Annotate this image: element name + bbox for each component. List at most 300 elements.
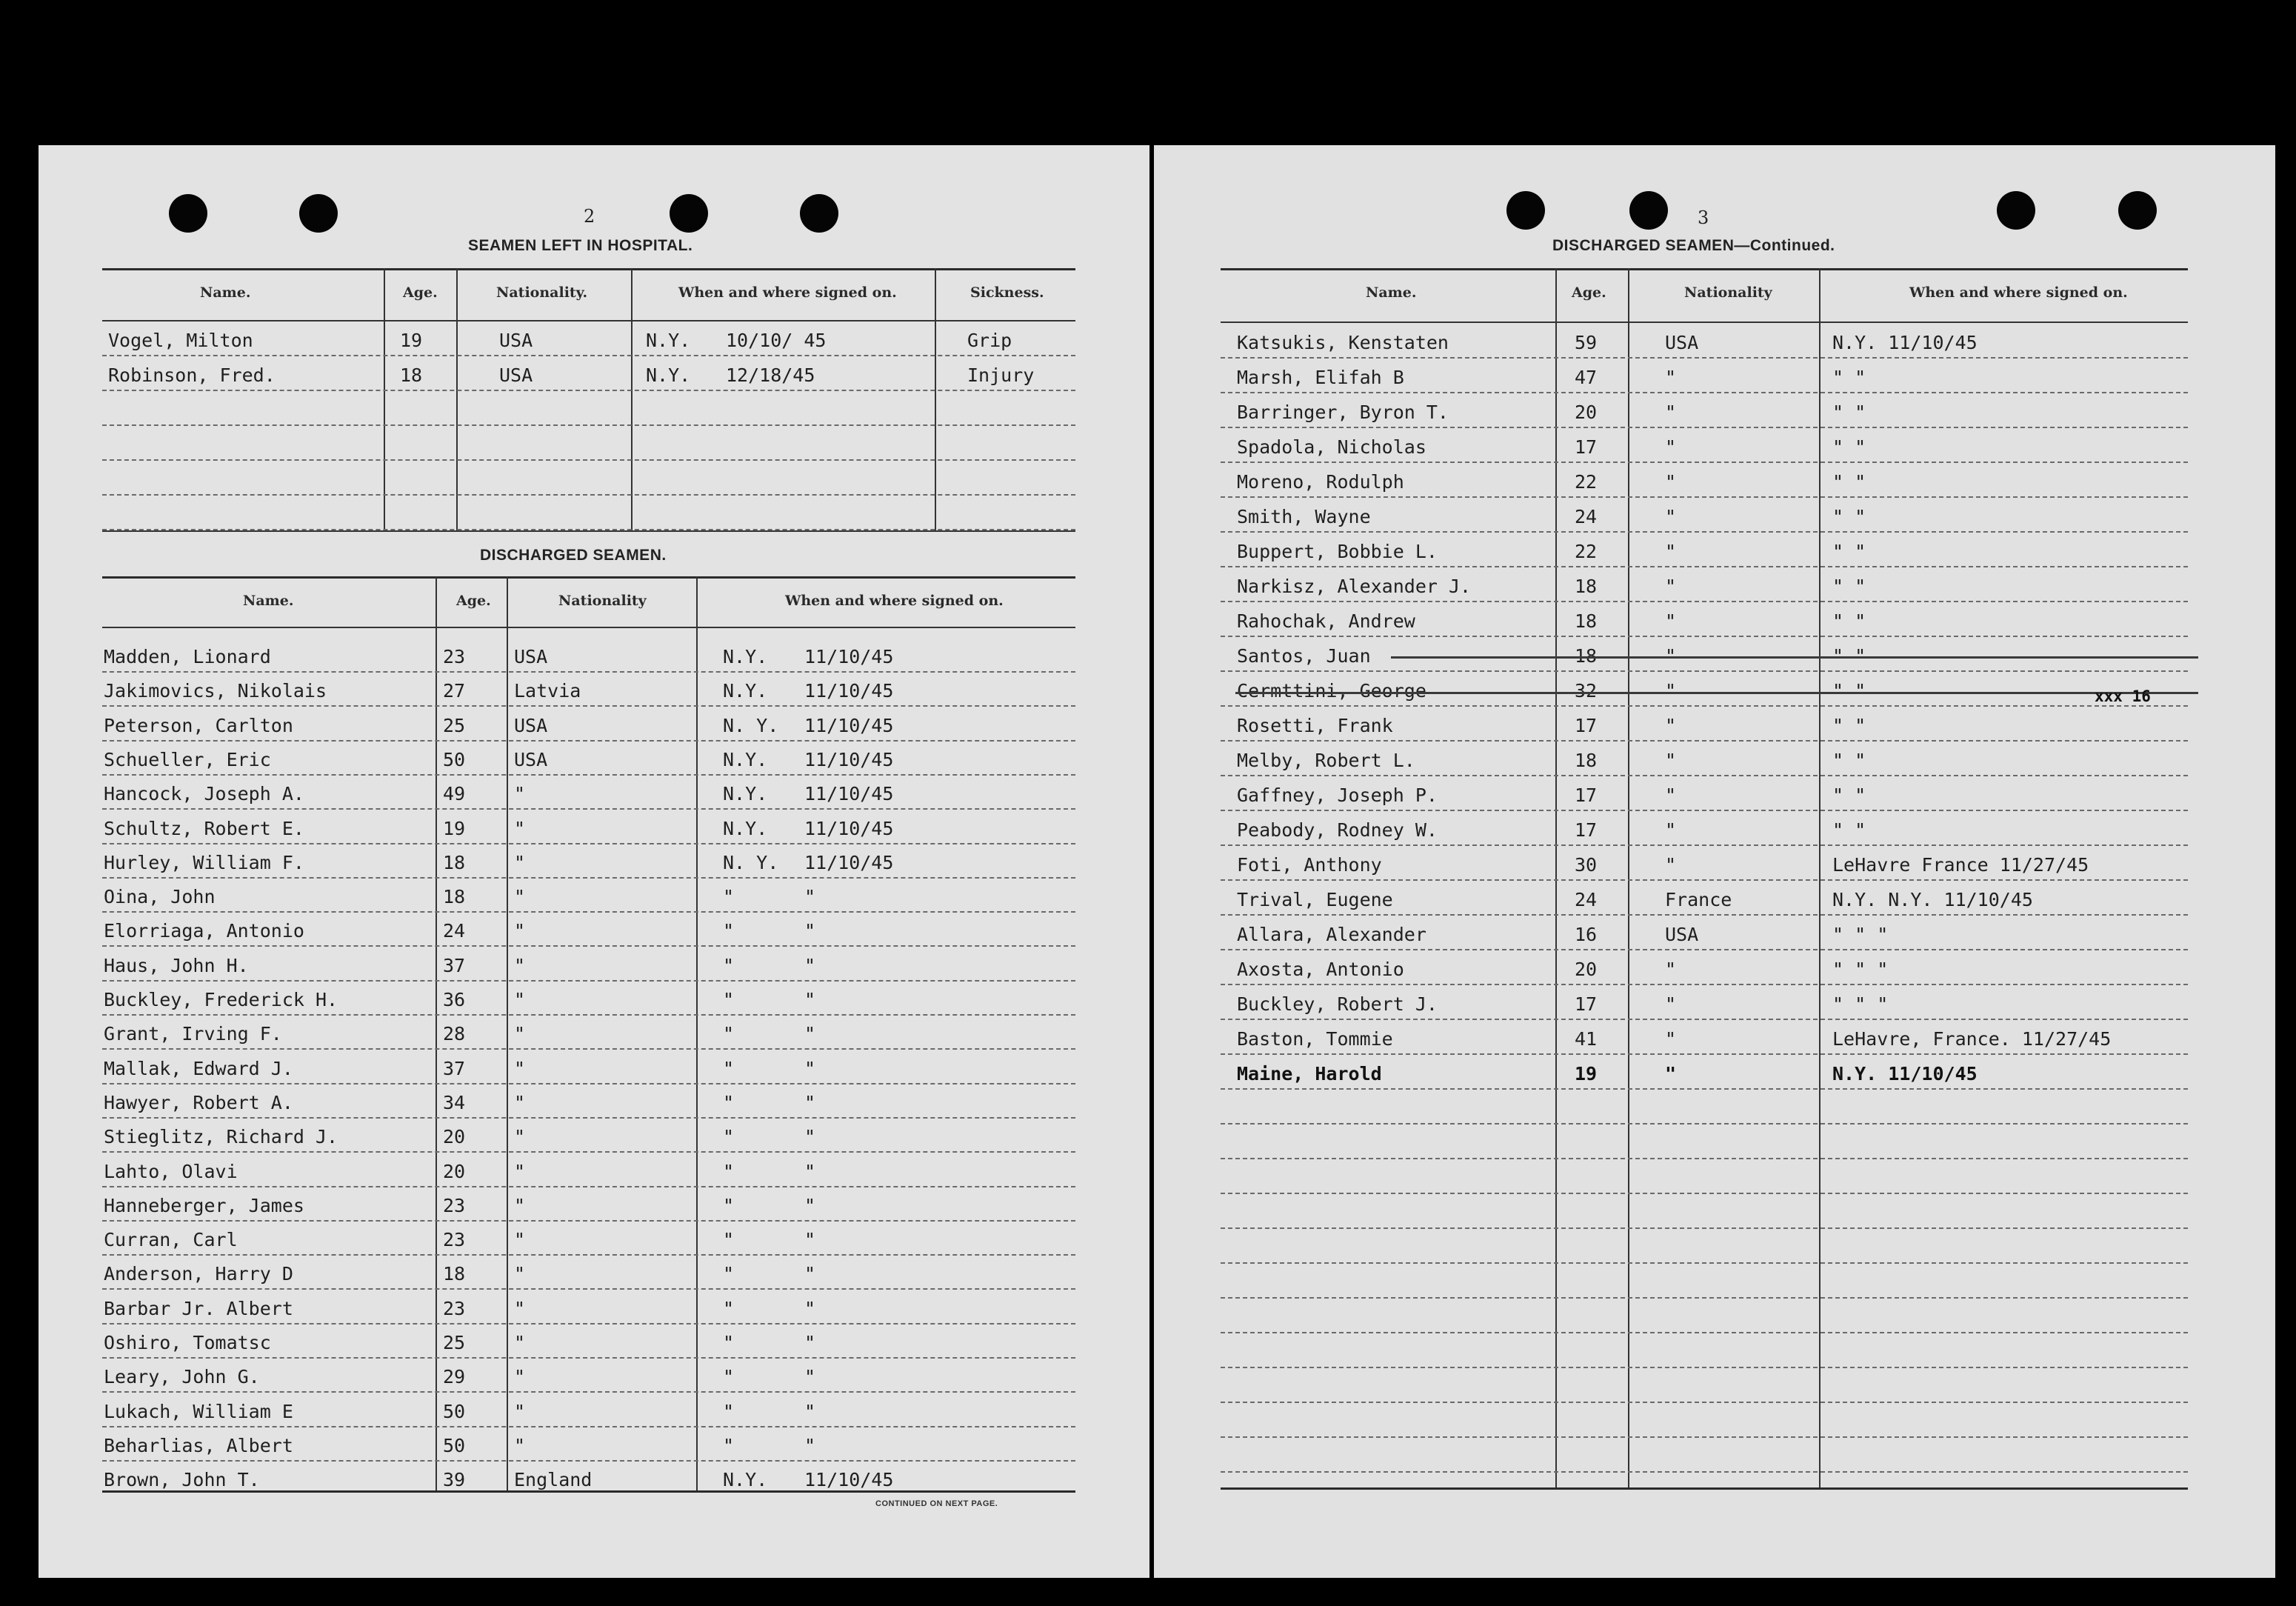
cell-place: N.Y.	[723, 1469, 768, 1491]
cell-age: 47	[1575, 367, 1598, 388]
row-rule	[102, 424, 1075, 426]
cell-date: "	[804, 954, 816, 976]
cell-nationality: "	[514, 1160, 526, 1182]
row-rule	[1221, 1053, 2188, 1055]
cell-nationality: USA	[514, 646, 548, 667]
cell-place: "	[723, 1023, 735, 1045]
row-rule	[1221, 775, 2188, 776]
row-rule	[1221, 914, 2188, 916]
cell-age: 20	[1575, 959, 1598, 980]
cell-date: "	[804, 1297, 816, 1319]
left-page	[39, 145, 1149, 1578]
cell-nationality: USA	[1665, 924, 1699, 945]
column-header: Nationality.	[496, 284, 588, 301]
cell-age: 24	[443, 920, 466, 942]
row-rule	[1221, 1262, 2188, 1264]
row-rule	[102, 1220, 1075, 1222]
cell-nationality: "	[1665, 471, 1677, 493]
cell-nationality: "	[514, 1194, 526, 1216]
cell-name: Vogel, Milton	[108, 330, 253, 351]
column-header: Age.	[1572, 284, 1606, 301]
cell-nationality: "	[1665, 645, 1677, 667]
punch-hole-icon	[299, 194, 338, 233]
punch-hole-icon	[800, 194, 838, 233]
cell-nationality: "	[514, 1434, 526, 1456]
cell-place: "	[723, 1160, 735, 1182]
cell-place: "	[723, 1434, 735, 1456]
cell-age: 18	[443, 886, 466, 908]
cell-name: Moreno, Rodulph	[1237, 471, 1404, 493]
cell-place: N.Y.	[723, 783, 768, 805]
cell-name: Axosta, Antonio	[1237, 959, 1404, 980]
column-header: Name.	[200, 284, 251, 301]
cell-nationality: "	[1665, 576, 1677, 597]
cell-age: 29	[443, 1366, 466, 1388]
column-header: When and where signed on.	[1909, 284, 2128, 301]
cell-name: Peterson, Carlton	[104, 714, 293, 736]
cell-nationality: USA	[499, 330, 533, 351]
cell-signed: " "	[1832, 367, 1866, 388]
cell-signed: " " "	[1832, 993, 1889, 1015]
row-rule	[102, 671, 1075, 673]
cell-nationality: "	[1665, 506, 1677, 527]
cell-nationality: "	[514, 1366, 526, 1388]
cell-name: Lukach, William E	[104, 1400, 293, 1422]
cell-signed: " "	[1832, 576, 1866, 597]
punch-hole-icon	[169, 194, 207, 233]
column-rule	[1819, 268, 1821, 1487]
cell-age: 17	[1575, 436, 1598, 458]
cell-sickness: Grip	[967, 330, 1012, 351]
row-rule	[1221, 740, 2188, 742]
cell-age: 49	[443, 783, 466, 805]
cell-age: 22	[1575, 541, 1598, 562]
cell-age: 20	[443, 1126, 466, 1148]
row-rule	[1221, 531, 2188, 533]
cell-signed: " "	[1832, 750, 1866, 771]
cell-nationality: "	[1665, 819, 1677, 841]
cell-place: N.Y.	[723, 748, 768, 770]
cell-name: Haus, John H.	[104, 954, 249, 976]
cell-nationality: "	[1665, 993, 1677, 1015]
discharged-section-title: DISCHARGED SEAMEN.	[480, 547, 667, 564]
row-rule	[102, 980, 1075, 982]
cell-name: Spadola, Nicholas	[1237, 436, 1426, 458]
cell-age: 50	[443, 1400, 466, 1422]
cell-date: 11/10/45	[804, 851, 894, 873]
row-rule	[102, 740, 1075, 742]
cell-place: "	[723, 1263, 735, 1285]
cell-place: "	[723, 1366, 735, 1388]
cell-place: N.Y.	[646, 330, 691, 351]
row-rule	[1221, 879, 2188, 881]
cell-name: Grant, Irving F.	[104, 1023, 282, 1045]
cell-nationality: "	[1665, 715, 1677, 736]
cell-place: "	[723, 1229, 735, 1251]
cell-age: 32	[1575, 680, 1598, 702]
row-rule	[1221, 1297, 2188, 1299]
row-rule	[1221, 1436, 2188, 1438]
cell-age: 18	[1575, 645, 1598, 667]
column-rule	[1555, 268, 1557, 1487]
cell-nationality: "	[514, 783, 526, 805]
cell-place: "	[723, 1332, 735, 1353]
cell-nationality: "	[514, 851, 526, 873]
column-rule	[696, 576, 698, 1490]
cell-age: 36	[443, 989, 466, 1010]
cell-age: 23	[443, 1194, 466, 1216]
cell-name: Beharlias, Albert	[104, 1434, 293, 1456]
row-rule	[102, 1357, 1075, 1359]
column-header: Nationality	[1684, 284, 1772, 301]
column-rule	[507, 576, 508, 1490]
column-rule	[631, 268, 633, 530]
cell-nationality: "	[514, 1126, 526, 1148]
cell-name: Hanneberger, James	[104, 1194, 304, 1216]
row-rule	[1221, 601, 2188, 602]
cell-name: Oshiro, Tomatsc	[104, 1332, 271, 1353]
row-rule	[1221, 636, 2188, 637]
column-rule	[1628, 268, 1629, 1487]
row-rule	[1221, 496, 2188, 498]
cell-date: "	[804, 1057, 816, 1079]
row-rule	[102, 1083, 1075, 1084]
cell-age: 25	[443, 714, 466, 736]
cell-age: 30	[1575, 854, 1598, 876]
row-rule	[102, 1048, 1075, 1050]
row-rule	[1221, 705, 2188, 707]
cell-date: "	[804, 1160, 816, 1182]
row-rule	[102, 877, 1075, 879]
cell-name: Schultz, Robert E.	[104, 817, 304, 839]
column-header: Name.	[243, 593, 294, 609]
row-rule	[1221, 1367, 2188, 1368]
cell-name: Smith, Wayne	[1237, 506, 1371, 527]
cell-nationality: "	[514, 1023, 526, 1045]
cell-age: 18	[1575, 750, 1598, 771]
cell-nationality: "	[1665, 436, 1677, 458]
hospital-section-title: SEAMEN LEFT IN HOSPITAL.	[468, 237, 693, 254]
page-number: 3	[1698, 207, 1709, 228]
cell-date: 12/18/45	[726, 364, 815, 386]
header-rule	[102, 320, 1075, 321]
row-rule	[102, 1460, 1075, 1462]
cell-place: "	[723, 954, 735, 976]
cell-place: N. Y.	[723, 714, 779, 736]
table-bottom-rule	[1221, 1487, 2188, 1490]
cell-name: Rosetti, Frank	[1237, 715, 1393, 736]
cell-nationality: "	[1665, 750, 1677, 771]
column-header: When and where signed on.	[785, 593, 1004, 609]
cell-date: "	[804, 1400, 816, 1422]
row-rule	[1221, 1088, 2188, 1090]
cell-name: Leary, John G.	[104, 1366, 260, 1388]
cell-age: 18	[400, 364, 423, 386]
row-rule	[1221, 1158, 2188, 1159]
cell-signed: N.Y. N.Y. 11/10/45	[1832, 889, 2033, 910]
row-rule	[1221, 357, 2188, 359]
cell-place: N.Y.	[723, 817, 768, 839]
cell-age: 17	[1575, 819, 1598, 841]
cell-name: Foti, Anthony	[1237, 854, 1382, 876]
cell-name: Gaffney, Joseph P.	[1237, 784, 1438, 806]
cell-nationality: USA	[514, 748, 548, 770]
cell-date: "	[804, 1366, 816, 1388]
cell-age: 19	[443, 817, 466, 839]
cell-name: Maine, Harold	[1237, 1063, 1382, 1084]
continued-section-title: DISCHARGED SEAMEN—Continued.	[1552, 237, 1835, 254]
row-rule	[1221, 1019, 2188, 1020]
cell-name: Mallak, Edward J.	[104, 1057, 293, 1079]
cell-nationality: "	[514, 886, 526, 908]
cell-date: "	[804, 1263, 816, 1285]
table-top-rule	[102, 576, 1075, 579]
cell-name: Buckley, Robert J.	[1237, 993, 1438, 1015]
cell-age: 19	[400, 330, 423, 351]
row-rule	[1221, 427, 2188, 428]
cell-signed: " " "	[1832, 959, 1889, 980]
cell-name: Brown, John T.	[104, 1469, 260, 1491]
cell-signed: " "	[1832, 402, 1866, 423]
cell-signed: " "	[1832, 541, 1866, 562]
cell-name: Trival, Eugene	[1237, 889, 1393, 910]
cell-name: Lahto, Olavi	[104, 1160, 238, 1182]
column-header: Nationality	[558, 593, 647, 609]
row-rule	[102, 355, 1075, 356]
cell-name: Oina, John	[104, 886, 216, 908]
cell-nationality: "	[514, 1229, 526, 1251]
row-rule	[1221, 1471, 2188, 1473]
row-rule	[1221, 949, 2188, 950]
cell-signed: LeHavre France 11/27/45	[1832, 854, 2089, 876]
cell-name: Allara, Alexander	[1237, 924, 1426, 945]
cell-name: Buppert, Bobbie L.	[1237, 541, 1438, 562]
cell-signed: " "	[1832, 506, 1866, 527]
cell-signed: " "	[1832, 680, 1866, 702]
cell-nationality: USA	[1665, 332, 1699, 353]
cell-name: Narkisz, Alexander J.	[1237, 576, 1472, 597]
row-rule	[102, 774, 1075, 776]
cell-signed: " "	[1832, 715, 1866, 736]
cell-date: "	[804, 1332, 816, 1353]
cell-place: "	[723, 1091, 735, 1113]
cell-name: Buckley, Frederick H.	[104, 989, 338, 1010]
hospital-bottom-rule	[102, 530, 1075, 532]
cell-date: 11/10/45	[804, 714, 894, 736]
cell-nationality: "	[514, 1297, 526, 1319]
cell-nationality: "	[1665, 784, 1677, 806]
row-rule	[1221, 1402, 2188, 1403]
cell-nationality: "	[1665, 680, 1677, 702]
punch-hole-icon	[1629, 191, 1668, 230]
cell-nationality: USA	[499, 364, 533, 386]
cell-age: 41	[1575, 1028, 1598, 1050]
cell-sickness: Injury	[967, 364, 1035, 386]
cell-age: 23	[443, 1229, 466, 1251]
cell-nationality: "	[514, 1057, 526, 1079]
row-rule	[102, 1254, 1075, 1256]
row-rule	[102, 1186, 1075, 1187]
cell-signed: " "	[1832, 784, 1866, 806]
row-rule	[102, 911, 1075, 913]
cell-date: "	[804, 989, 816, 1010]
cell-nationality: "	[1665, 402, 1677, 423]
cell-age: 24	[1575, 506, 1598, 527]
cell-age: 39	[443, 1469, 466, 1491]
row-rule	[102, 494, 1075, 496]
row-rule	[102, 705, 1075, 707]
cell-name: Curran, Carl	[104, 1229, 238, 1251]
cell-place: N.Y.	[723, 680, 768, 702]
cell-nationality: France	[1665, 889, 1732, 910]
strikethrough-line	[1235, 692, 2198, 694]
row-rule	[102, 945, 1075, 947]
cell-nationality: "	[1665, 959, 1677, 980]
row-rule	[1221, 1123, 2188, 1124]
header-rule	[1221, 321, 2188, 323]
cell-name: Barringer, Byron T.	[1237, 402, 1449, 423]
cell-nationality: "	[1665, 541, 1677, 562]
cell-name: Barbar Jr. Albert	[104, 1297, 293, 1319]
cell-signed: " "	[1832, 471, 1866, 493]
cell-date: "	[804, 1229, 816, 1251]
cell-age: 18	[1575, 610, 1598, 632]
cell-place: "	[723, 1297, 735, 1319]
cell-date: "	[804, 1434, 816, 1456]
row-rule	[1221, 1227, 2188, 1229]
cell-place: N.Y.	[646, 364, 691, 386]
cell-place: N. Y.	[723, 851, 779, 873]
cell-nationality: "	[1665, 367, 1677, 388]
cell-signed: " "	[1832, 610, 1866, 632]
cell-name: Katsukis, Kenstaten	[1237, 332, 1449, 353]
column-header: Age.	[456, 593, 491, 609]
cell-age: 17	[1575, 993, 1598, 1015]
cell-age: 20	[443, 1160, 466, 1182]
column-rule	[935, 268, 936, 530]
continued-note: CONTINUED ON NEXT PAGE.	[875, 1499, 998, 1508]
cell-nationality: "	[514, 1263, 526, 1285]
cell-age: 27	[443, 680, 466, 702]
row-rule	[102, 1151, 1075, 1153]
cell-signed: " "	[1832, 645, 1866, 667]
punch-hole-icon	[1506, 191, 1545, 230]
cell-name: Stieglitz, Richard J.	[104, 1126, 338, 1148]
row-rule	[1221, 1332, 2188, 1333]
cell-place: "	[723, 886, 735, 908]
row-rule	[1221, 462, 2188, 463]
cell-name: Rahochak, Andrew	[1237, 610, 1415, 632]
row-rule	[102, 1323, 1075, 1325]
cell-date: 11/10/45	[804, 783, 894, 805]
strikethrough-line	[1391, 656, 2198, 659]
column-rule	[435, 576, 437, 1490]
cell-nationality: Latvia	[514, 680, 581, 702]
cell-nationality: "	[1665, 610, 1677, 632]
cell-name: Melby, Robert L.	[1237, 750, 1415, 771]
row-rule	[102, 843, 1075, 844]
cell-age: 23	[443, 646, 466, 667]
cell-age: 22	[1575, 471, 1598, 493]
cell-nationality: "	[514, 920, 526, 942]
cell-name: Madden, Lionard	[104, 646, 271, 667]
cell-name: Santos, Juan	[1237, 645, 1371, 667]
cell-nationality: "	[514, 954, 526, 976]
page-number: 2	[584, 206, 595, 227]
cell-nationality: "	[514, 1400, 526, 1422]
cell-place: "	[723, 1126, 735, 1148]
row-rule	[102, 1117, 1075, 1119]
column-header: Sickness.	[970, 284, 1044, 301]
cell-age: 50	[443, 1434, 466, 1456]
cell-age: 28	[443, 1023, 466, 1045]
cell-name: Anderson, Harry D	[104, 1263, 293, 1285]
table-top-rule	[102, 268, 1075, 270]
cell-date: "	[804, 886, 816, 908]
cell-signed: " "	[1832, 436, 1866, 458]
punch-hole-icon	[1997, 191, 2035, 230]
cell-date: 11/10/45	[804, 1469, 894, 1491]
cell-name: Jakimovics, Nikolais	[104, 680, 327, 702]
row-rule	[1221, 566, 2188, 567]
cell-nationality: "	[514, 989, 526, 1010]
right-page	[1154, 145, 2275, 1578]
header-rule	[102, 627, 1075, 628]
cell-age: 37	[443, 954, 466, 976]
punch-hole-icon	[2118, 191, 2157, 230]
cell-signed: N.Y. 11/10/45	[1832, 332, 1978, 353]
cell-nationality: "	[1665, 854, 1677, 876]
cell-name: Hurley, William F.	[104, 851, 304, 873]
cell-date: "	[804, 920, 816, 942]
cell-nationality: USA	[514, 714, 548, 736]
row-rule	[102, 1426, 1075, 1427]
cell-nationality: England	[514, 1469, 593, 1491]
cell-nationality: "	[514, 817, 526, 839]
row-rule	[102, 1014, 1075, 1016]
cell-date: "	[804, 1023, 816, 1045]
column-rule	[384, 268, 385, 530]
cell-name: Marsh, Elifah B	[1237, 367, 1404, 388]
row-rule	[1221, 670, 2188, 672]
cell-date: 11/10/45	[804, 748, 894, 770]
cell-signed: N.Y. 11/10/45	[1832, 1063, 1978, 1084]
cell-name: Cermttini, George	[1237, 680, 1426, 702]
cell-place: "	[723, 1400, 735, 1422]
punch-hole-icon	[670, 194, 708, 233]
row-rule	[1221, 984, 2188, 985]
cell-place: "	[723, 920, 735, 942]
cell-signed: LeHavre, France. 11/27/45	[1832, 1028, 2112, 1050]
cell-age: 25	[443, 1332, 466, 1353]
row-rule	[1221, 844, 2188, 846]
cell-name: Robinson, Fred.	[108, 364, 276, 386]
margin-note: xxx 16	[2095, 687, 2151, 705]
cell-nationality: "	[514, 1091, 526, 1113]
column-header: Age.	[403, 284, 438, 301]
cell-name: Schueller, Eric	[104, 748, 271, 770]
cell-age: 34	[443, 1091, 466, 1113]
cell-age: 18	[443, 851, 466, 873]
cell-age: 18	[443, 1263, 466, 1285]
cell-name: Peabody, Rodney W.	[1237, 819, 1438, 841]
row-rule	[1221, 810, 2188, 811]
table-top-rule	[1221, 268, 2188, 270]
cell-date: "	[804, 1194, 816, 1216]
cell-date: 11/10/45	[804, 817, 894, 839]
row-rule	[1221, 1193, 2188, 1194]
cell-nationality: "	[1665, 1063, 1677, 1084]
